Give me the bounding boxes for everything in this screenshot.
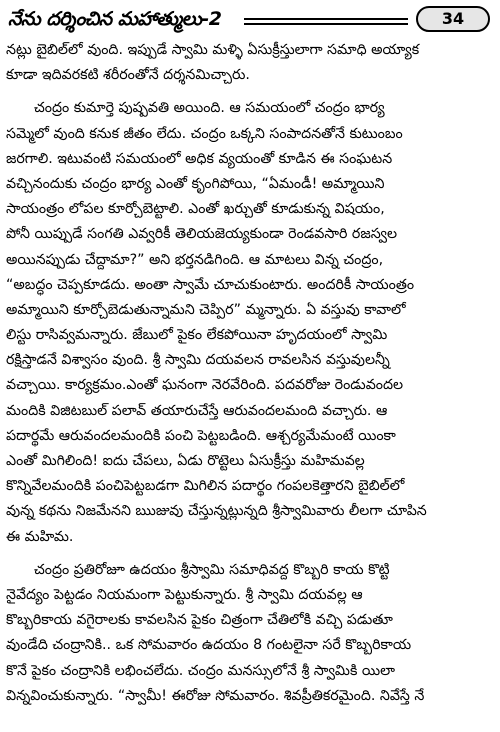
paragraph bbox=[6, 558, 492, 709]
text-line: సమ్మెలో వుంది కనుక జీతం లేదు. చంద్రం ఒక్కని సంపాదనతోనే కుటుంబం bbox=[6, 125, 403, 142]
text-line: వచ్చాయి. కార్యక్రమం.ఎంతో ఘనంగా నెరవేరింది. పదవరోజు రెండువందల bbox=[6, 377, 404, 394]
text-line: అమ్మాయిని కూర్చోబెడుతున్నామని చెప్పిర” మ్మన్నారు. ఏ వస్తువు కావాలో bbox=[6, 301, 406, 318]
text-line: ఎంతో మిగిలింది! ఐదు చేపలు, ఏడు రొట్టెలు ఏసుక్రీస్తు మహిమవల్ల bbox=[6, 453, 365, 469]
text-line: చంద్రం ప్రతిరోజూ ఉదయం శ్రీస్వామి సమాధివద్ద కొబ్బరి కాయ కొట్టి bbox=[34, 561, 390, 578]
body-text bbox=[6, 38, 492, 728]
page-header bbox=[8, 6, 492, 36]
text-line: కూడా ఇదివరకటి శరీరంతోనే దర్శనమిచ్చారు. bbox=[6, 67, 250, 84]
text-line: వచ్చినందుకు చంద్రం భార్య ఎంతో కృంగిపోయి, “ఏమండీ! అమ్మాయిని bbox=[6, 175, 385, 192]
paragraph-gap bbox=[6, 88, 492, 96]
text-line: వున్న కథను నిజమేనని ఋజువు చేస్తున్నట్లున్నది శ్రీస్వామివారు లీలగా చూపిన bbox=[6, 503, 427, 520]
text-line: చంద్రం కుమార్తె పుష్పవతి అయింది. ఆ సమయంలో చంద్రం భార్య bbox=[34, 100, 385, 117]
text-line: ఈ మహిమ. bbox=[6, 528, 74, 545]
text-line: కొనే పైకం చంద్రానికి లభించలేదు. చంద్రం మనస్సులోనే శ్రీ స్వామికి యిలా bbox=[6, 662, 395, 679]
text-line: విన్నవించుకున్నారు. “స్వామీ! ఈరోజు సోమవారం. శివప్రీతికరమైంది. నివేస్తే నే bbox=[6, 687, 425, 704]
text-line: మందికి విజిటబుల్ పలావ్ తయారుచేస్తే ఆరువందలమంది వచ్చారు. ఆ bbox=[6, 402, 388, 419]
text-line: లిస్టు రాసివ్వమన్నారు. జేబులో పైకం లేకపోయినా హృదయంలో స్వామి bbox=[6, 327, 388, 344]
paragraph-gap bbox=[6, 550, 492, 558]
book-title: నేను దర్శించిన మహాత్ములు-2 bbox=[8, 8, 222, 30]
text-line: వుండేది చంద్రానికి.. ఒక సోమవారం ఉదయం 8 గంటలైనా సరే కొబ్బరికాయ bbox=[6, 637, 412, 654]
paragraph bbox=[6, 96, 492, 549]
text-line: పదార్థమే ఆరువందలమందికి పంచి పెట్టబడింది. ఆశ్చర్యమేమంటే యింకా bbox=[6, 427, 396, 444]
text-line: సాయంత్రం లోపల కూర్చోబెట్టాలి. ఎంతో ఖర్చుతో కూడుకున్న విషయం, bbox=[6, 201, 385, 218]
text-line: అయినప్పుడు చేద్దామా?” అని భర్తనడిగింది. ఆ మాటలు విన్న చంద్రం, bbox=[6, 251, 384, 268]
text-line: కొబ్బరికాయ వగైరాలకు కావలసిన పైకం చిత్రంగా చేతిలోకి వచ్చి పడుతూ bbox=[6, 612, 393, 629]
paragraph bbox=[6, 38, 492, 88]
text-line: కొన్నివేలమందికి పంచిపెట్టబడగా మిగిలిన పదార్థం గంపలకెత్తారని బైబిల్‌లో bbox=[6, 478, 405, 495]
text-line: “అబద్ధం చెప్పకూడదు. అంతా స్వామే చూచుకుంటారు. అందరికీ సాయంత్రం bbox=[6, 276, 415, 293]
text-line: నట్లు బైబిల్‌లో వుంది. ఇప్పుడే స్వామి మళ్ళి ఏసుక్రీస్తులాగా సమాధి అయ్యాక bbox=[6, 42, 420, 58]
header-rule bbox=[244, 18, 408, 25]
text-line: జరగాలి. ఇటువంటి సమయంలో అధిక వ్యయంతో కూడిన ఈ సంఘటన bbox=[6, 150, 393, 167]
text-line: పోనీ యిప్పుడే సంగతి ఎవ్వరికీ తెలియజెయ్యకుండా రెండవసారి రజస్వల bbox=[6, 226, 398, 243]
text-line: రక్షిస్తాడనే విశ్వాసం వుంది. శ్రీ స్వామి దయవలన రావలసిన వస్తువులన్నీ bbox=[6, 352, 390, 369]
text-line: నైవేద్యం పెట్టడం నియమంగా పెట్టుకున్నారు. శ్రీ స్వామి దయవల్ల ఆ bbox=[6, 586, 363, 603]
page-number-badge: 34 bbox=[416, 6, 490, 32]
